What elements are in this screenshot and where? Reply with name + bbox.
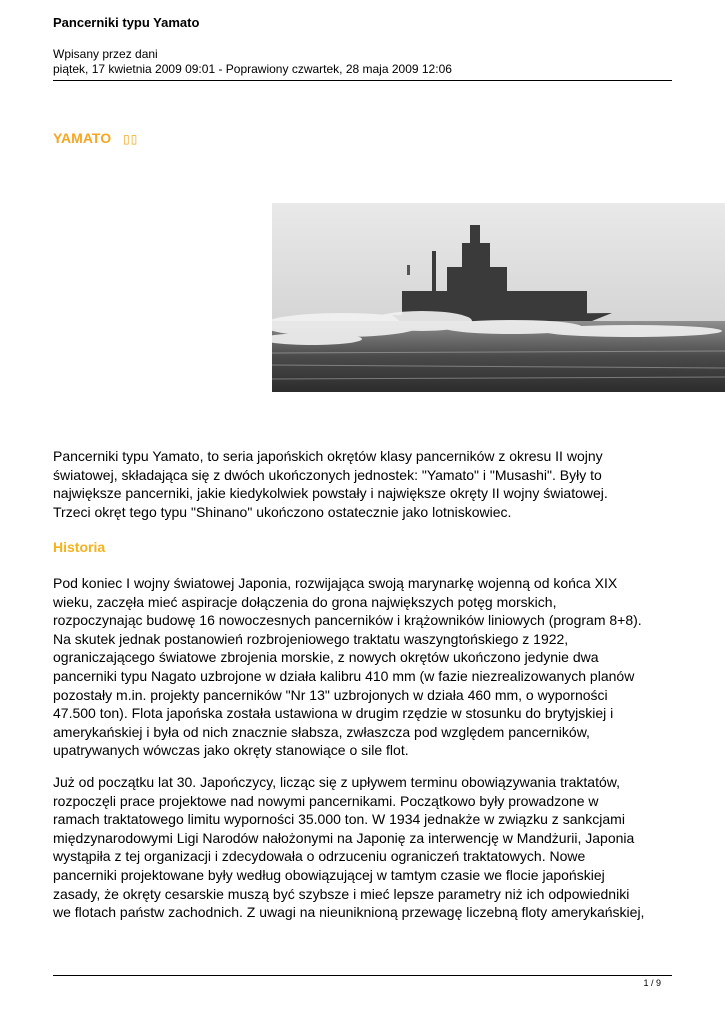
text-line: międzynarodowymi Ligi Narodów nałożonymi na Japonię za interwencję w Mandżurii, Japonia	[53, 829, 635, 846]
page-number: 1 / 9	[643, 978, 661, 988]
historia-paragraph-1	[53, 574, 678, 760]
text-line: 47.500 ton). Flota japońska została ustawiona w drugim rzędzie w stosunku do brytyjskiej i	[53, 705, 614, 722]
heading-glyphs: ▯▯	[123, 132, 139, 146]
battleship-photo	[272, 203, 725, 392]
date-line: piątek, 17 kwietnia 2009 09:01 - Poprawiony czwartek, 28 maja 2009 12:06	[53, 62, 452, 76]
text-line: największe pancerniki, jakie kiedykolwiek powstały i największe okręty II wojny światowej.	[53, 485, 608, 502]
text-line: zasady, że okręty cesarskie muszą być szybsze i mieć lepsze parametry niż ich odpowiedniki	[53, 885, 630, 902]
header-divider	[53, 80, 672, 81]
article-meta	[53, 47, 452, 77]
section-heading-historia: Historia	[53, 539, 106, 555]
text-line: pozostały m.in. projekty pancerników "Nr 13" uzbrojonych w działa 460 mm, o wyporności	[53, 686, 608, 703]
heading-text: YAMATO	[53, 130, 112, 146]
text-line: wystąpiła z tej organizacji i zdecydowała o odrzuceniu ograniczeń traktatowych. Nowe	[53, 848, 586, 865]
article-heading	[53, 130, 138, 146]
text-line: rozpoczęli prace projektowe nad nowymi pancernikami. Początkowo były prowadzone w	[53, 792, 599, 809]
text-line: pancerniki projektowane były według obowiązującej w tamtym czasie we flocie japońskiej	[53, 866, 605, 883]
text-line: we flotach państw zachodnich. Z uwagi na nieuniknioną przewagę liczebną floty amerykańskiej,	[53, 904, 645, 921]
footer-divider	[53, 975, 672, 976]
text-line: ograniczającego światowe zbrojenia morskie, z nowych okrętów ukończono jedynie dwa	[53, 649, 599, 666]
author-line: Wpisany przez dani	[53, 47, 158, 61]
text-line: pancerniki typu Nagato uzbrojone w działa kalibru 410 mm (w fazie niezrealizowanych planów	[53, 667, 635, 684]
intro-paragraph	[53, 447, 678, 521]
text-line: Trzeci okręt tego typu "Shinano" ukończono ostatecznie jako lotniskowiec.	[53, 503, 512, 520]
text-line: upatrywanych wówczas jako okręty stanowiące o sile flot.	[53, 742, 409, 759]
text-line: rozpoczynając budowę 16 nowoczesnych pancerników i krążowników liniowych (program 8+8).	[53, 612, 642, 629]
page-title: Pancerniki typu Yamato	[53, 15, 200, 30]
text-line: wieku, zaczęła mieć aspiracje dołączenia do grona największych potęg morskich,	[53, 593, 557, 610]
historia-paragraph-2	[53, 773, 678, 922]
text-line: Już od początku lat 30. Japończycy, licząc się z upływem terminu obowiązywania traktatów,	[53, 774, 620, 790]
text-line: Na skutek jednak postanowień rozbrojeniowego traktatu waszyngtońskiego z 1922,	[53, 630, 569, 647]
text-line: światowej, składająca się z dwóch ukończonych jednostek: "Yamato" i "Musashi". Były to	[53, 466, 602, 483]
text-line: Pod koniec I wojny światowej Japonia, rozwijająca swoją marynarkę wojenną od końca XIX	[53, 575, 618, 591]
text-line: ramach traktatowego limitu wyporności 35.000 ton. W 1934 jednakże w związku z sankcjami	[53, 811, 625, 828]
text-line: Pancerniki typu Yamato, to seria japońskich okrętów klasy pancerników z okresu II wojny	[53, 448, 603, 464]
text-line: amerykańskiej i była od nich znacznie słabsza, zwłaszcza pod względem pancerników,	[53, 723, 590, 740]
